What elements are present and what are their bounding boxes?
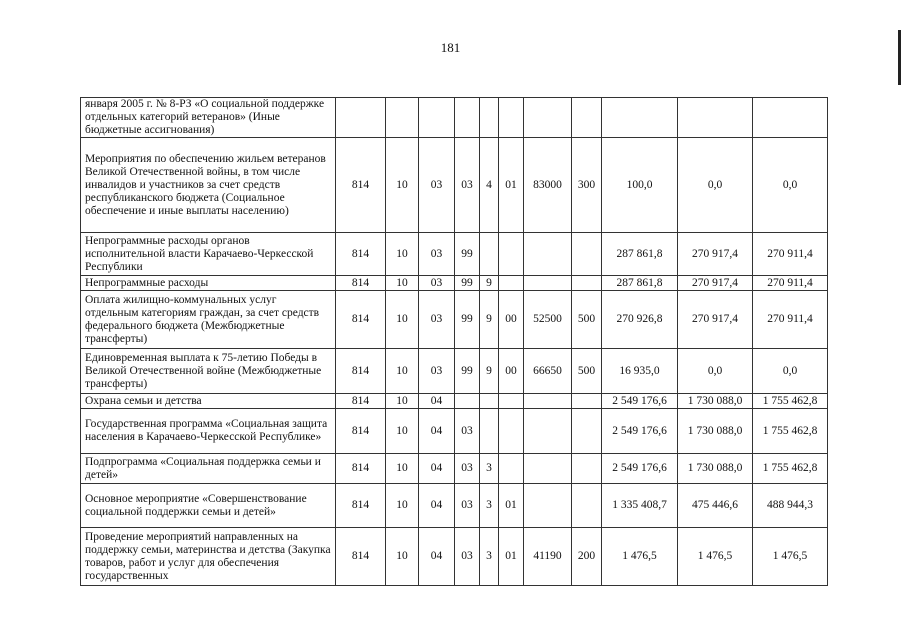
- cell-section: [386, 98, 419, 138]
- cell-subsection: 03: [419, 291, 455, 349]
- table-row: [81, 276, 828, 291]
- cell-ministry: [336, 98, 386, 138]
- cell-2020: 2 549 176,6: [602, 409, 678, 454]
- cell-2021: 1 476,5: [678, 528, 753, 586]
- table-row: [81, 291, 828, 349]
- cell-2020: 1 335 408,7: [602, 484, 678, 528]
- cell-subsection: 04: [419, 409, 455, 454]
- cell-program: 03: [455, 528, 480, 586]
- cell-program: [455, 98, 480, 138]
- cell-ministry: 814: [336, 454, 386, 484]
- cell-2020: [602, 98, 678, 138]
- cell-2022: 1 755 462,8: [753, 394, 828, 409]
- cell-section: 10: [386, 349, 419, 394]
- cell-subprogram: 3: [480, 484, 499, 528]
- cell-subsection: 04: [419, 528, 455, 586]
- cell-2021: 0,0: [678, 349, 753, 394]
- table-row: [81, 528, 828, 586]
- cell-subprogram: 9: [480, 276, 499, 291]
- cell-ministry: 814: [336, 233, 386, 276]
- cell-section: 10: [386, 291, 419, 349]
- cell-direction: [524, 276, 572, 291]
- cell-expense-type: [572, 98, 602, 138]
- cell-2021: 0,0: [678, 138, 753, 233]
- cell-direction: 66650: [524, 349, 572, 394]
- page-number: 181: [440, 40, 461, 55]
- cell-2022: 1 755 462,8: [753, 409, 828, 454]
- cell-name: Основное мероприятие «Совершенствование социальной поддержки семьи и детей»: [81, 484, 336, 528]
- cell-subsection: 04: [419, 454, 455, 484]
- cell-expense-type: 500: [572, 349, 602, 394]
- cell-subsection: 03: [419, 276, 455, 291]
- cell-2021: 475 446,6: [678, 484, 753, 528]
- cell-subsection: [419, 98, 455, 138]
- table-row: [81, 454, 828, 484]
- cell-2022: 270 911,4: [753, 233, 828, 276]
- cell-activity: 00: [499, 291, 524, 349]
- cell-name: января 2005 г. № 8-РЗ «О социальной поддержке отдельных категорий ветеранов» (Иные бюджетные ассигнования): [81, 98, 336, 138]
- cell-subsection: 04: [419, 484, 455, 528]
- cell-section: 10: [386, 394, 419, 409]
- cell-program: 03: [455, 138, 480, 233]
- cell-subsection: 03: [419, 138, 455, 233]
- cell-2021: 1 730 088,0: [678, 454, 753, 484]
- cell-expense-type: [572, 484, 602, 528]
- cell-subsection: 04: [419, 394, 455, 409]
- cell-expense-type: 200: [572, 528, 602, 586]
- cell-program: 03: [455, 454, 480, 484]
- cell-direction: [524, 454, 572, 484]
- cell-ministry: 814: [336, 138, 386, 233]
- cell-2020: 2 549 176,6: [602, 394, 678, 409]
- cell-name: Оплата жилищно-коммунальных услуг отдельным категориям граждан, за счет средств федерального бюджета (Межбюджетные трансферты): [81, 291, 336, 349]
- cell-activity: [499, 233, 524, 276]
- cell-name: Непрограммные расходы: [81, 276, 336, 291]
- cell-section: 10: [386, 454, 419, 484]
- cell-activity: 01: [499, 138, 524, 233]
- cell-subsection: 03: [419, 233, 455, 276]
- cell-name: Единовременная выплата к 75-летию Победы в Великой Отечественной войне (Межбюджетные трансферты): [81, 349, 336, 394]
- cell-activity: 00: [499, 349, 524, 394]
- cell-section: 10: [386, 484, 419, 528]
- cell-direction: 41190: [524, 528, 572, 586]
- cell-subprogram: [480, 409, 499, 454]
- cell-name: Государственная программа «Социальная защита населения в Карачаево-Черкесской Республике»: [81, 409, 336, 454]
- table-row: [81, 349, 828, 394]
- cell-name: Охрана семьи и детства: [81, 394, 336, 409]
- cell-ministry: 814: [336, 484, 386, 528]
- cell-2021: 270 917,4: [678, 291, 753, 349]
- cell-2022: 488 944,3: [753, 484, 828, 528]
- cell-activity: [499, 454, 524, 484]
- cell-2022: 1 476,5: [753, 528, 828, 586]
- cell-expense-type: 300: [572, 138, 602, 233]
- cell-direction: 83000: [524, 138, 572, 233]
- cell-direction: [524, 394, 572, 409]
- cell-2020: 100,0: [602, 138, 678, 233]
- cell-activity: 01: [499, 484, 524, 528]
- cell-2020: 270 926,8: [602, 291, 678, 349]
- cell-direction: [524, 98, 572, 138]
- cell-2020: 16 935,0: [602, 349, 678, 394]
- cell-name: Непрограммные расходы органов исполнительной власти Карачаево-Черкесской Республики: [81, 233, 336, 276]
- cell-program: 99: [455, 291, 480, 349]
- cell-subsection: 03: [419, 349, 455, 394]
- cell-2022: [753, 98, 828, 138]
- cell-program: 99: [455, 233, 480, 276]
- table-row: [81, 394, 828, 409]
- cell-2020: 287 861,8: [602, 276, 678, 291]
- cell-expense-type: [572, 454, 602, 484]
- cell-2022: 0,0: [753, 349, 828, 394]
- cell-direction: [524, 233, 572, 276]
- cell-name: Проведение мероприятий направленных на поддержку семьи, материнства и детства (Закупка товаров, работ и услуг для обеспечения государственных: [81, 528, 336, 586]
- cell-activity: [499, 409, 524, 454]
- cell-2021: 270 917,4: [678, 233, 753, 276]
- table-row: [81, 98, 828, 138]
- cell-section: 10: [386, 233, 419, 276]
- cell-subprogram: [480, 394, 499, 409]
- cell-ministry: 814: [336, 528, 386, 586]
- cell-direction: [524, 409, 572, 454]
- cell-program: 03: [455, 409, 480, 454]
- cell-ministry: 814: [336, 276, 386, 291]
- cell-2020: 1 476,5: [602, 528, 678, 586]
- cell-direction: [524, 484, 572, 528]
- cell-expense-type: [572, 276, 602, 291]
- cell-program: 03: [455, 484, 480, 528]
- cell-program: [455, 394, 480, 409]
- table-row: [81, 138, 828, 233]
- cell-activity: [499, 394, 524, 409]
- table-row: [81, 484, 828, 528]
- cell-2020: 2 549 176,6: [602, 454, 678, 484]
- cell-program: 99: [455, 349, 480, 394]
- cell-activity: 01: [499, 528, 524, 586]
- cell-expense-type: 500: [572, 291, 602, 349]
- cell-expense-type: [572, 394, 602, 409]
- cell-ministry: 814: [336, 409, 386, 454]
- cell-ministry: 814: [336, 291, 386, 349]
- cell-2021: 1 730 088,0: [678, 409, 753, 454]
- cell-2020: 287 861,8: [602, 233, 678, 276]
- cell-section: 10: [386, 409, 419, 454]
- table-row: [81, 233, 828, 276]
- cell-2021: 270 917,4: [678, 276, 753, 291]
- cell-2022: 0,0: [753, 138, 828, 233]
- cell-direction: 52500: [524, 291, 572, 349]
- cell-name: Мероприятия по обеспечению жильем ветеранов Великой Отечественной войны, в том числе инвалидов и участников за счет средств республиканского бюджета (Социальное обеспечение и иные выплаты населению): [81, 138, 336, 233]
- cell-ministry: 814: [336, 394, 386, 409]
- cell-subprogram: [480, 233, 499, 276]
- cell-2021: [678, 98, 753, 138]
- cell-activity: [499, 276, 524, 291]
- budget-table: [80, 97, 828, 586]
- cell-section: 10: [386, 138, 419, 233]
- cell-2022: 1 755 462,8: [753, 454, 828, 484]
- cell-2022: 270 911,4: [753, 276, 828, 291]
- cell-2022: 270 911,4: [753, 291, 828, 349]
- cell-section: 10: [386, 276, 419, 291]
- table-row: [81, 409, 828, 454]
- cell-subprogram: 9: [480, 349, 499, 394]
- cell-subprogram: 9: [480, 291, 499, 349]
- cell-name: Подпрограмма «Социальная поддержка семьи и детей»: [81, 454, 336, 484]
- cell-activity: [499, 98, 524, 138]
- cell-subprogram: 3: [480, 528, 499, 586]
- cell-subprogram: 3: [480, 454, 499, 484]
- cell-subprogram: 4: [480, 138, 499, 233]
- cell-ministry: 814: [336, 349, 386, 394]
- cell-program: 99: [455, 276, 480, 291]
- cell-2021: 1 730 088,0: [678, 394, 753, 409]
- cell-subprogram: [480, 98, 499, 138]
- cell-expense-type: [572, 409, 602, 454]
- cell-section: 10: [386, 528, 419, 586]
- cell-expense-type: [572, 233, 602, 276]
